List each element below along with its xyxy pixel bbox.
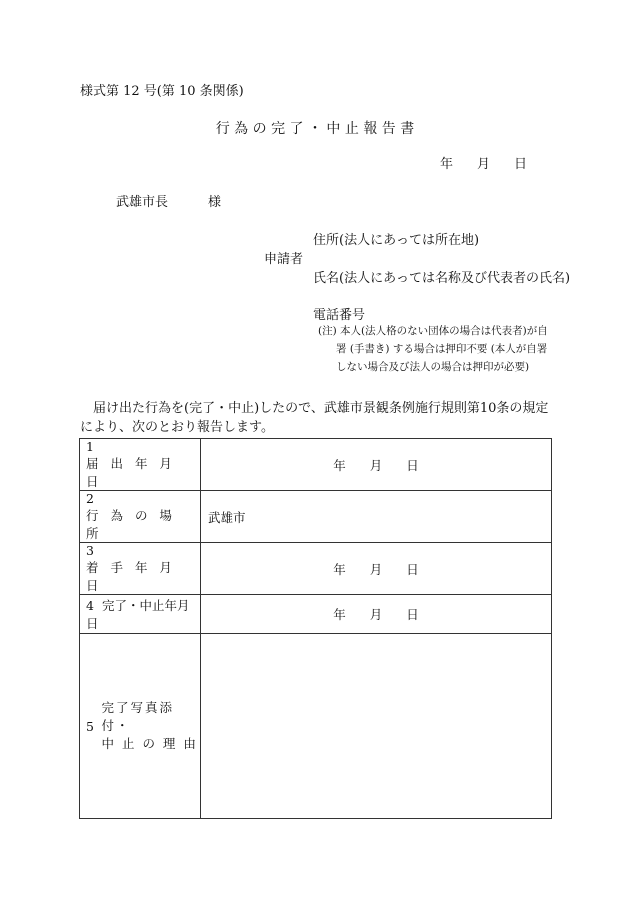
- report-table: [79, 438, 552, 819]
- day-label: 日: [406, 561, 419, 577]
- form-number: 様式第 12 号(第 10 条関係): [80, 84, 244, 99]
- row-number: 2: [86, 491, 94, 506]
- day-label: 日: [406, 457, 419, 473]
- month-label: 月: [369, 607, 383, 622]
- row-label-location: [80, 491, 201, 543]
- table-row: [80, 634, 552, 819]
- row-label-text: 完了写真添付・: [101, 700, 175, 733]
- row-label-text: 中 止 の 理 由: [101, 736, 198, 751]
- row-label-notification-date: [80, 439, 201, 491]
- row-label-photo-reason: [80, 634, 201, 819]
- applicant-phone-field[interactable]: 電話番号: [313, 308, 366, 323]
- row-number: 4: [86, 598, 94, 613]
- row-label-text: 届 出 年 月 日: [86, 456, 176, 489]
- applicant-name-field[interactable]: 氏名(法人にあっては名称及び代表者の氏名): [313, 271, 571, 286]
- seal-note-line: 署 (手書き) する場合は押印不要 (本人が自署: [336, 343, 548, 355]
- seal-note: [318, 322, 568, 376]
- photo-reason-field[interactable]: [201, 634, 552, 819]
- applicant-address-field[interactable]: 住所(法人にあっては所在地): [313, 233, 480, 248]
- year-label: 年: [333, 561, 346, 577]
- document-title: 行 為 の 完 了 ・ 中 止 報 告 書: [215, 121, 415, 137]
- row-label-text: 着 手 年 月 日: [86, 560, 176, 593]
- table-row: [80, 543, 552, 595]
- report-date: [440, 153, 527, 172]
- location-field[interactable]: 武雄市: [201, 491, 552, 543]
- start-date-field[interactable]: [201, 543, 552, 595]
- row-label-start-date: [80, 543, 201, 595]
- completion-date-field[interactable]: [201, 595, 552, 634]
- seal-note-line: しない場合及び法人の場合は押印が必要): [336, 361, 530, 373]
- addressee-name: 武雄市長: [116, 195, 169, 210]
- row-label-text: 完了・中止年月日: [86, 598, 190, 631]
- table-row: [80, 491, 552, 543]
- row-number: 5: [86, 718, 94, 734]
- year-label: 年: [333, 607, 346, 622]
- seal-note-line: (注) 本人(法人格のない団体の場合は代表者)が自: [318, 325, 548, 337]
- addressee: [116, 191, 221, 210]
- date-year-label: 年: [440, 157, 454, 172]
- row-number: 1: [86, 439, 94, 454]
- addressee-honorific: 様: [208, 195, 222, 210]
- row-number: 3: [86, 543, 94, 558]
- date-day-label: 日: [514, 157, 528, 172]
- day-label: 日: [406, 607, 419, 622]
- table-row: [80, 439, 552, 491]
- notification-date-field[interactable]: [201, 439, 552, 491]
- applicant-label: 申請者: [264, 252, 304, 267]
- report-statement: 届け出た行為を(完了・中止)したので、武雄市景観条例施行規則第10条の規定により、次のとおり報告します。: [80, 401, 549, 435]
- month-label: 月: [369, 561, 383, 577]
- table-row: [80, 595, 552, 634]
- row-label-text: 行 為 の 場 所: [86, 508, 176, 541]
- year-label: 年: [333, 457, 346, 473]
- month-label: 月: [369, 457, 383, 473]
- row-label-completion-date: [80, 595, 201, 634]
- date-month-label: 月: [477, 157, 491, 172]
